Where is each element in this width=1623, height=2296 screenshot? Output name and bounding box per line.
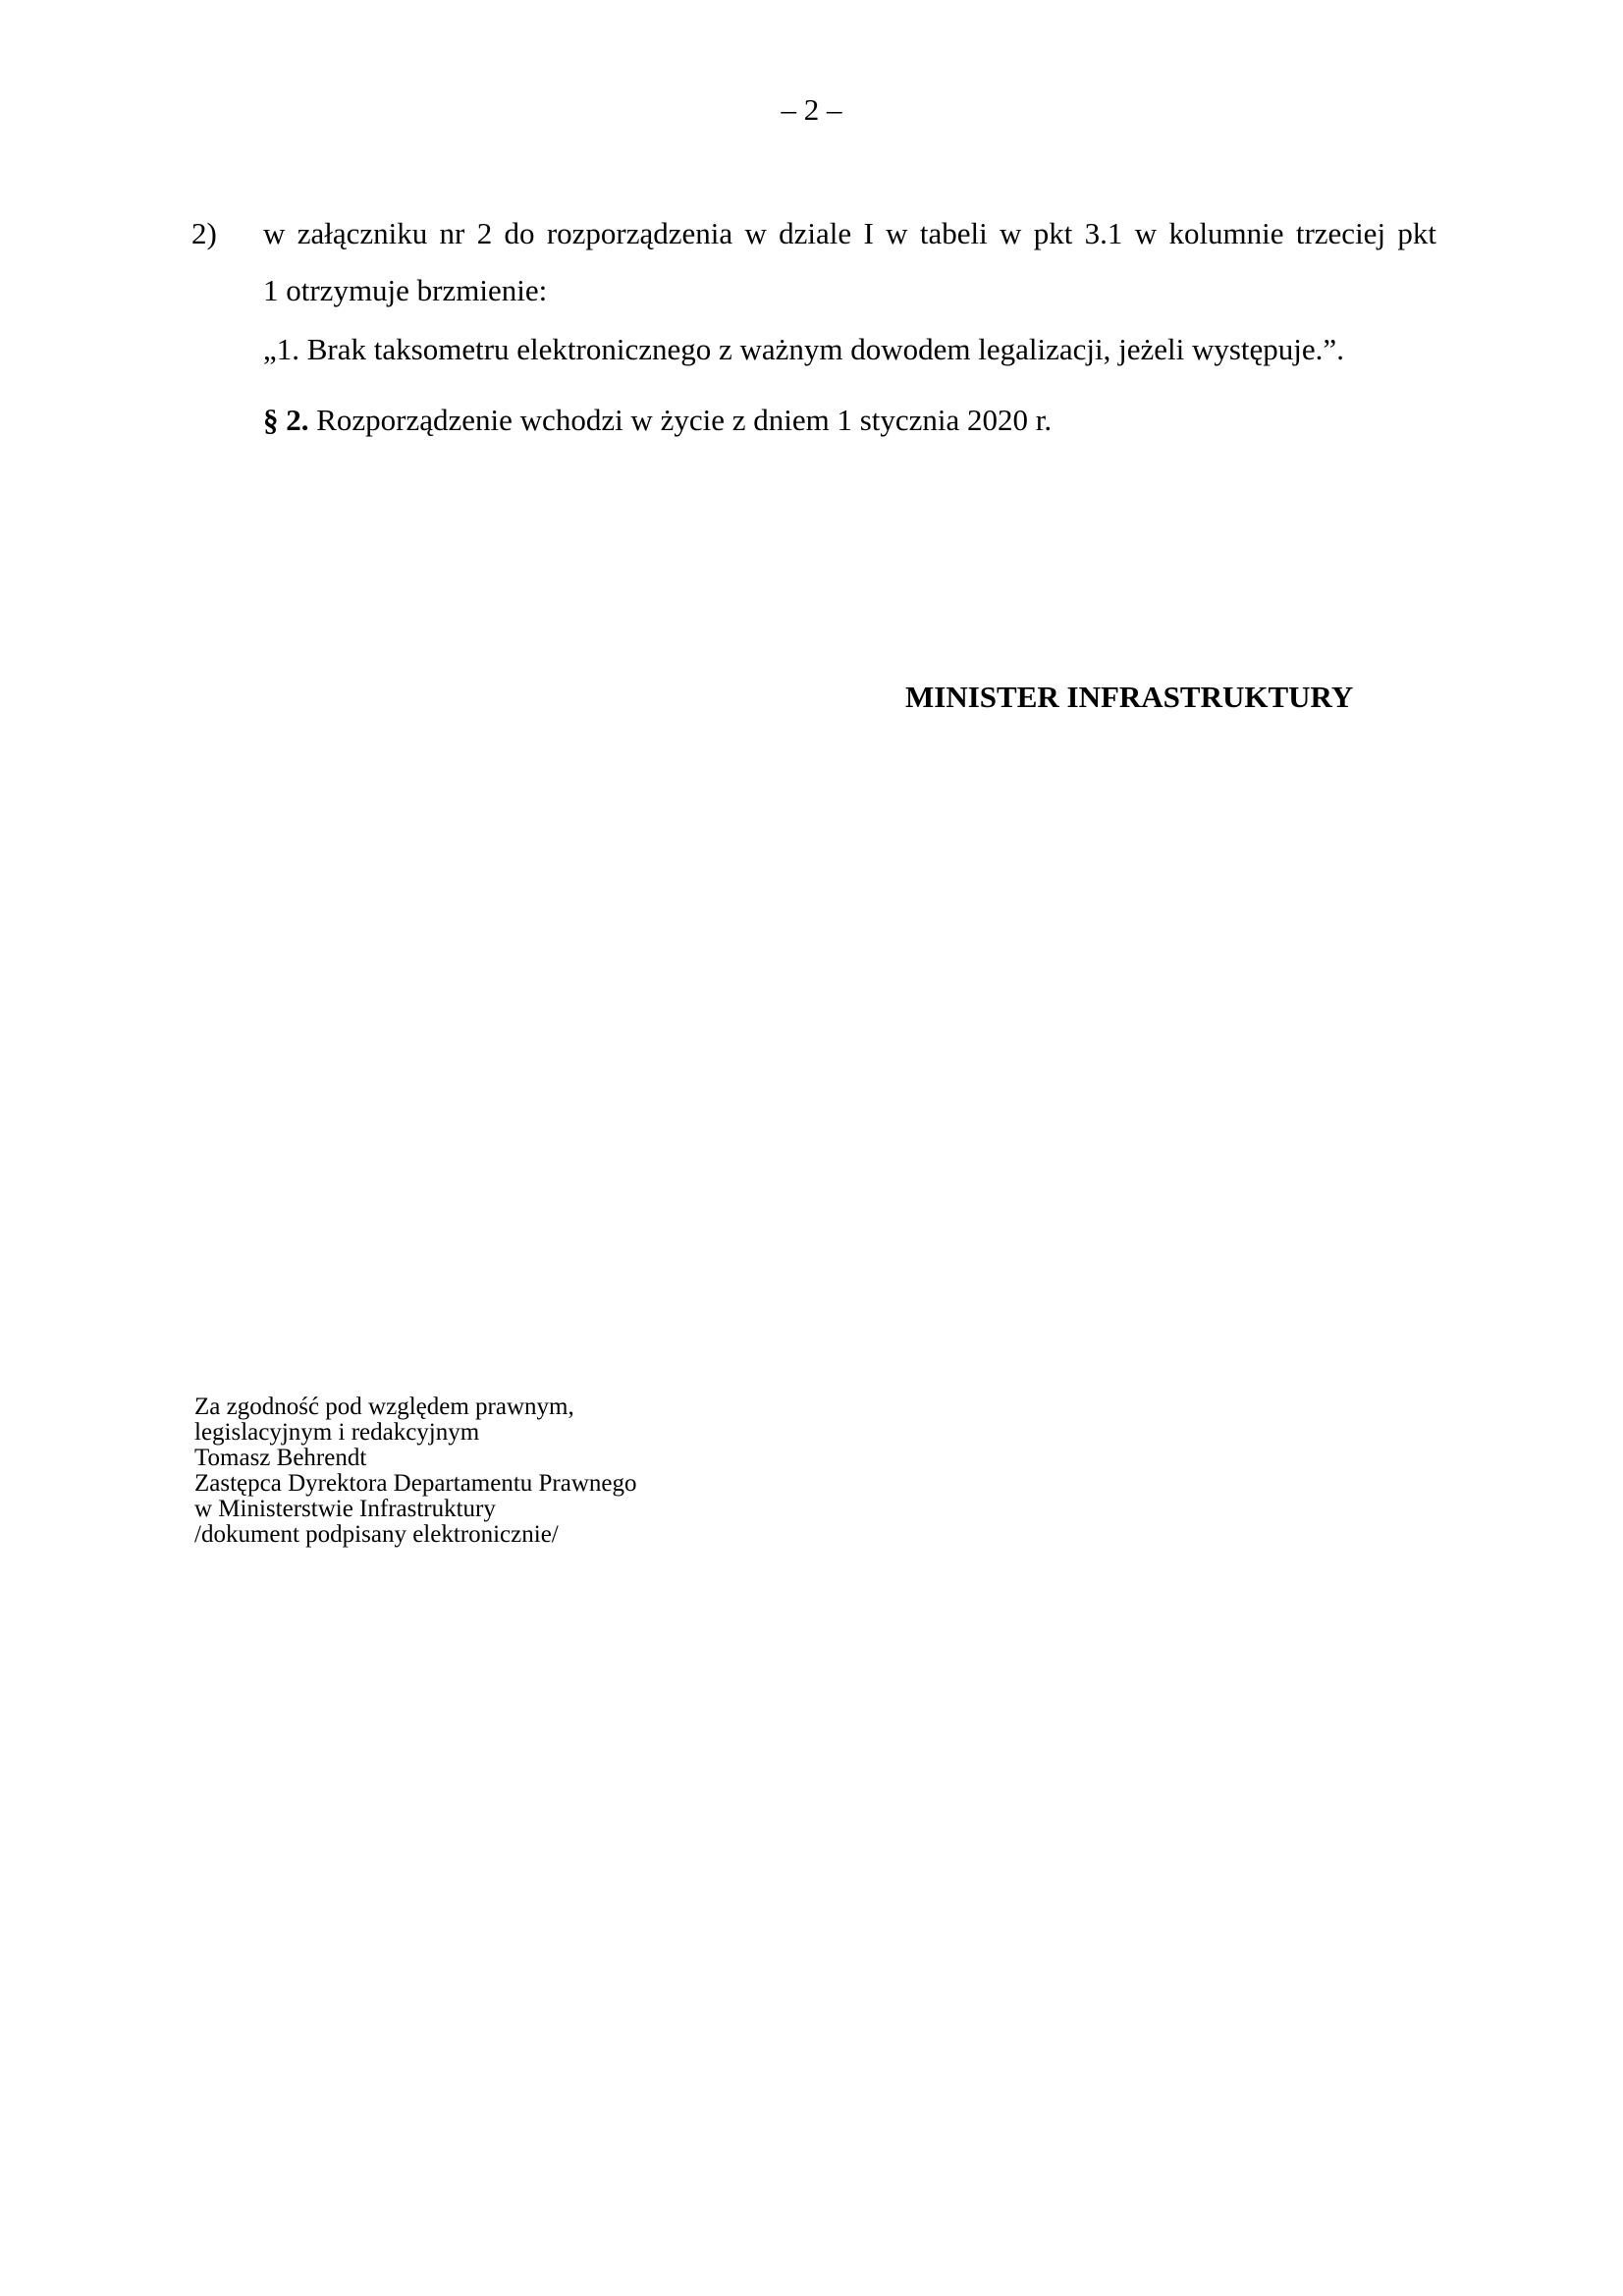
certifier-institution: w Ministerstwie Infrastruktury: [194, 1496, 496, 1522]
certification-line: legislacyjnym i redakcyjnym: [194, 1419, 480, 1446]
legal-certification-note: [194, 1394, 637, 1548]
certifier-name: Tomasz Behrendt: [194, 1445, 367, 1471]
electronic-signature-note: /dokument podpisany elektronicznie/: [194, 1521, 559, 1548]
paragraph-marker: § 2.: [263, 403, 309, 437]
item-line: 1 otrzymuje brzmienie:: [263, 273, 548, 307]
signatory-title: MINISTER INFRASTRUKTURY: [905, 680, 1354, 714]
certification-line: Za zgodność pod względem prawnym,: [194, 1394, 574, 1420]
paragraph-2: [263, 403, 1052, 438]
certifier-position: Zastępca Dyrektora Departamentu Prawnego: [194, 1470, 637, 1497]
quoted-amendment-text: „1. Brak taksometru elektronicznego z ważnym dowodem legalizacji, jeżeli występuje.”.: [263, 332, 1344, 366]
paragraph-text: Rozporządzenie wchodzi w życie z dniem 1 stycznia 2020 r.: [308, 403, 1053, 437]
page-number: – 2 –: [781, 92, 842, 127]
item-line: w załączniku nr 2 do rozporządzenia w dziale I w tabeli w pkt 3.1 w kolumnie trzeciej pkt: [263, 216, 1436, 250]
item-marker: 2): [191, 216, 217, 250]
